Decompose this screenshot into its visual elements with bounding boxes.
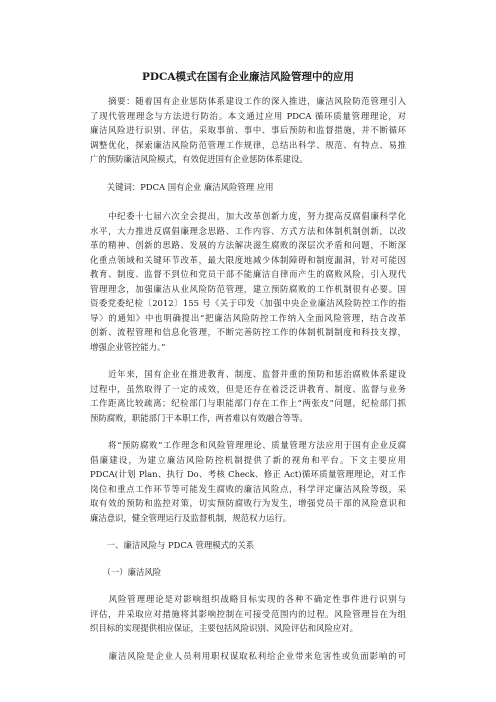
keywords-line: 关键词：PDCA 国有企业 廉洁风险管理 应用 [90, 182, 274, 192]
paragraph-line: 取有效的预防和监控对策，切实预防腐败行为发生，增强党员干部的风险意识和 [90, 498, 406, 508]
paragraph-line: PDCA(计划 Plan、执行 Do、考核 Check、修正 Act)循环质量管理理论，对工作 [90, 469, 406, 479]
paragraph-line: 廉洁意识，健全管理运行及监督机制，规范权力运行。 [90, 512, 291, 523]
paragraph-line: 工作距离比较疏离；纪检部门与职能部门存在工作上“两张皮”问题，纪检部门抓 [90, 398, 406, 408]
paragraph-line: 岗位和重点工作环节等可能发生腐败的廉洁风险点，科学评定廉洁风险等级，采 [90, 483, 406, 494]
section-heading: 一、廉洁风险与 PDCA 管理模式的关系 [90, 540, 255, 550]
paragraph-3 [90, 438, 406, 525]
abstract-line: 调整优化，探索廉洁风险防范管理工作规律，总结出科学、规范、有特点、易推 [90, 139, 406, 150]
paragraph-line: 将“预防腐败”工作理念和风险管理理论、质量管理方法应用于国有企业反腐 [90, 440, 406, 450]
paragraph-line: 水平，大力推进反腐倡廉理念思路、工作内容、方式方法和体制机制创新，以改 [90, 225, 406, 236]
paragraph-4 [90, 592, 406, 636]
paragraph-line: 近年来，国有企业在推进教育、制度、监督并重的预防和惩治腐败体系建设 [90, 369, 406, 379]
abstract-line: 广的预防廉洁风险模式，有效促进国有企业惩防体系建设。 [90, 154, 308, 164]
document-title: PDCA模式在国有企业廉洁风险管理中的应用 [141, 71, 354, 83]
abstract-line: 了现代管理理念与方法进行防治。本文通过应用 PDCA 循环质量管理理论，对 [90, 110, 406, 121]
paragraph-line: 中纪委十七届六次全会提出，加大改革创新力度，努力提高反腐倡廉科学化 [90, 211, 406, 221]
paragraph-line: 管理理念，加强廉洁从业风险防范管理，建立预防腐败的工作机制很有必要。国 [90, 283, 406, 294]
paragraph-line: 革的精神、创新的思路、发展的方法解决滋生腐败的深层次矛盾和问题，不断深 [90, 240, 406, 250]
subsection-1-heading [90, 565, 406, 580]
paragraph-line: 过程中，虽然取得了一定的成效，但是还存在着泛泛讲教育、制度、监督与业务 [90, 383, 406, 394]
paragraph-line: 预防腐败，职能部门干本职工作，两者难以有效融合等等。 [90, 412, 308, 423]
keywords [90, 180, 406, 195]
subsection-heading: （一）廉洁风险 [90, 567, 162, 577]
abstract-line: 摘要：随着国有企业惩防体系建设工作的深入推进，廉洁风险防范管理引入 [90, 96, 406, 106]
intro-paragraph [90, 209, 406, 354]
paragraph-5 [90, 649, 406, 664]
paragraph-line: 风险管理理论是对影响组织战略目标实现的各种不确定性事件进行识别与 [90, 594, 406, 604]
paragraph-line: 增强企业管控能力。” [90, 341, 166, 352]
paragraph-line: 资委党委纪检〔2012〕155 号《关于印发〈加强中央企业廉洁风险防控工作的指 [90, 298, 406, 308]
paragraph-2 [90, 367, 406, 425]
paragraph-line: 廉洁风险是企业人员利用职权谋取私利给企业带来危害性或负面影响的可 [90, 651, 406, 661]
paragraph-line: 创新、流程管理和信息化管理，不断完善防控工作的体制机制制度和科技支撑， [90, 327, 406, 337]
abstract [90, 94, 406, 167]
abstract-line: 廉洁风险进行识别、评估，采取事前、事中、事后预防和监督措施，并不断循环 [90, 125, 406, 135]
paragraph-line: 倡廉建设，为建立廉洁风险防控机制提供了新的视角和平台。下文主要应用 [90, 454, 406, 465]
paragraph-line: 化重点领域和关键环节改革，最大限度地减少体制障碍和制度漏洞，针对可能因 [90, 254, 406, 265]
section-1-heading [90, 538, 406, 553]
paragraph-line: 教育、制度、监督不到位和党员干部不能廉洁自律而产生的腐败风险，引入现代 [90, 269, 406, 279]
paragraph-line: 织目标的实现提供相应保证，主要包括风险识别、风险评估和风险应对。 [90, 623, 358, 633]
paragraph-line: 导〉的通知》中也明确提出“把廉洁风险防控工作纳入全面风险管理，结合改革 [90, 312, 406, 323]
paragraph-line: 评估，并采取应对措施将其影响控制在可接受范围内的过程。风险管理旨在为组 [90, 608, 406, 619]
